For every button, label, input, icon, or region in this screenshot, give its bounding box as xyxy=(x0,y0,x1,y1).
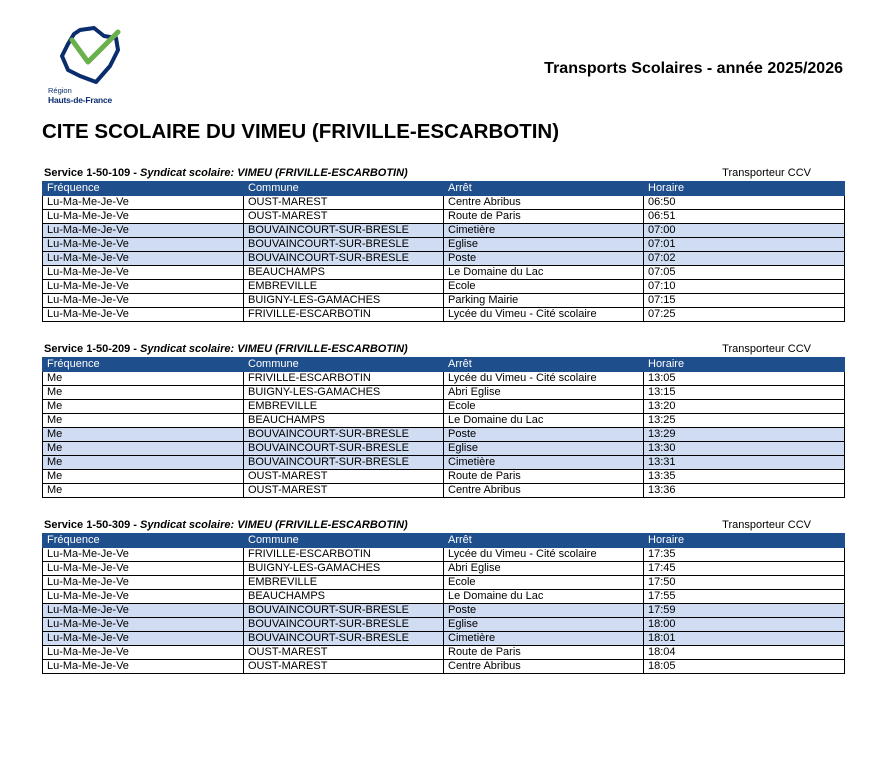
cell-arret: Le Domaine du Lac xyxy=(444,590,644,604)
cell-arret: Lycée du Vimeu - Cité scolaire xyxy=(444,308,644,322)
cell-frequence: Me xyxy=(43,470,244,484)
cell-arret: Ecole xyxy=(444,280,644,294)
cell-commune: BUIGNY-LES-GAMACHES xyxy=(244,562,444,576)
cell-frequence: Me xyxy=(43,428,244,442)
schedule-table xyxy=(42,533,845,674)
cell-frequence: Lu-Ma-Me-Je-Ve xyxy=(43,562,244,576)
cell-frequence: Me xyxy=(43,442,244,456)
table-row xyxy=(43,576,845,590)
cell-horaire: 13:29 xyxy=(644,428,845,442)
cell-commune: BOUVAINCOURT-SUR-BRESLE xyxy=(244,456,444,470)
service-block xyxy=(42,518,844,674)
cell-arret: Cimetière xyxy=(444,632,644,646)
cell-commune: FRIVILLE-ESCARBOTIN xyxy=(244,372,444,386)
cell-horaire: 07:05 xyxy=(644,266,845,280)
cell-arret: Poste xyxy=(444,252,644,266)
service-code: Service 1-50-309 - xyxy=(44,519,137,531)
service-title xyxy=(44,167,408,179)
service-carrier: Transporteur CCV xyxy=(722,167,811,179)
cell-arret: Cimetière xyxy=(444,224,644,238)
cell-commune: OUST-MAREST xyxy=(244,196,444,210)
cell-horaire: 07:00 xyxy=(644,224,845,238)
column-header-arret: Arrêt xyxy=(444,358,644,372)
cell-frequence: Me xyxy=(43,456,244,470)
cell-arret: Centre Abribus xyxy=(444,484,644,498)
service-block xyxy=(42,342,844,498)
cell-commune: FRIVILLE-ESCARBOTIN xyxy=(244,308,444,322)
cell-horaire: 18:00 xyxy=(644,618,845,632)
cell-horaire: 06:51 xyxy=(644,210,845,224)
table-header-row xyxy=(43,534,845,548)
table-row xyxy=(43,548,845,562)
cell-frequence: Lu-Ma-Me-Je-Ve xyxy=(43,646,244,660)
cell-horaire: 07:02 xyxy=(644,252,845,266)
logo-line-1: Région xyxy=(48,86,72,95)
column-header-commune: Commune xyxy=(244,358,444,372)
cell-horaire: 17:55 xyxy=(644,590,845,604)
cell-frequence: Lu-Ma-Me-Je-Ve xyxy=(43,660,244,674)
cell-commune: BOUVAINCOURT-SUR-BRESLE xyxy=(244,618,444,632)
cell-arret: Cimetière xyxy=(444,456,644,470)
cell-frequence: Lu-Ma-Me-Je-Ve xyxy=(43,238,244,252)
cell-frequence: Me xyxy=(43,372,244,386)
cell-frequence: Me xyxy=(43,414,244,428)
table-row xyxy=(43,238,845,252)
cell-commune: BEAUCHAMPS xyxy=(244,590,444,604)
table-row xyxy=(43,562,845,576)
cell-frequence: Lu-Ma-Me-Je-Ve xyxy=(43,280,244,294)
cell-commune: BUIGNY-LES-GAMACHES xyxy=(244,386,444,400)
table-row xyxy=(43,372,845,386)
cell-arret: Eglise xyxy=(444,618,644,632)
cell-frequence: Lu-Ma-Me-Je-Ve xyxy=(43,576,244,590)
service-title xyxy=(44,519,408,531)
service-carrier: Transporteur CCV xyxy=(722,343,811,355)
table-row xyxy=(43,294,845,308)
column-header-frequence: Fréquence xyxy=(43,182,244,196)
cell-commune: EMBREVILLE xyxy=(244,400,444,414)
cell-commune: BOUVAINCOURT-SUR-BRESLE xyxy=(244,252,444,266)
page-title: CITE SCOLAIRE DU VIMEU (FRIVILLE-ESCARBOTIN) xyxy=(42,120,560,143)
service-header xyxy=(42,518,844,533)
table-row xyxy=(43,604,845,618)
hauts-de-france-map-icon xyxy=(58,26,124,86)
table-row xyxy=(43,660,845,674)
service-code: Service 1-50-209 - xyxy=(44,343,137,355)
table-row xyxy=(43,266,845,280)
service-code: Service 1-50-109 - xyxy=(44,167,137,179)
table-row xyxy=(43,442,845,456)
cell-commune: OUST-MAREST xyxy=(244,646,444,660)
cell-arret: Abri Eglise xyxy=(444,562,644,576)
schedule-table xyxy=(42,181,845,322)
cell-arret: Parking Mairie xyxy=(444,294,644,308)
cell-frequence: Lu-Ma-Me-Je-Ve xyxy=(43,604,244,618)
cell-horaire: 13:31 xyxy=(644,456,845,470)
table-row xyxy=(43,428,845,442)
cell-commune: BEAUCHAMPS xyxy=(244,414,444,428)
cell-horaire: 18:05 xyxy=(644,660,845,674)
column-header-arret: Arrêt xyxy=(444,182,644,196)
service-carrier: Transporteur CCV xyxy=(722,519,811,531)
service-syndicat: Syndicat scolaire: VIMEU (FRIVILLE-ESCARBOTIN) xyxy=(140,343,408,355)
column-header-horaire: Horaire xyxy=(644,182,845,196)
cell-commune: FRIVILLE-ESCARBOTIN xyxy=(244,548,444,562)
cell-arret: Ecole xyxy=(444,576,644,590)
service-syndicat: Syndicat scolaire: VIMEU (FRIVILLE-ESCARBOTIN) xyxy=(140,519,408,531)
cell-commune: BOUVAINCOURT-SUR-BRESLE xyxy=(244,224,444,238)
column-header-horaire: Horaire xyxy=(644,534,845,548)
table-row xyxy=(43,470,845,484)
table-row xyxy=(43,632,845,646)
cell-arret: Le Domaine du Lac xyxy=(444,414,644,428)
cell-horaire: 07:01 xyxy=(644,238,845,252)
cell-commune: BOUVAINCOURT-SUR-BRESLE xyxy=(244,428,444,442)
cell-frequence: Me xyxy=(43,386,244,400)
table-row xyxy=(43,280,845,294)
cell-commune: BEAUCHAMPS xyxy=(244,266,444,280)
cell-horaire: 07:15 xyxy=(644,294,845,308)
cell-arret: Centre Abribus xyxy=(444,196,644,210)
cell-frequence: Lu-Ma-Me-Je-Ve xyxy=(43,266,244,280)
cell-arret: Route de Paris xyxy=(444,470,644,484)
cell-horaire: 06:50 xyxy=(644,196,845,210)
cell-arret: Lycée du Vimeu - Cité scolaire xyxy=(444,372,644,386)
cell-commune: OUST-MAREST xyxy=(244,660,444,674)
cell-horaire: 07:25 xyxy=(644,308,845,322)
cell-frequence: Me xyxy=(43,484,244,498)
cell-horaire: 13:35 xyxy=(644,470,845,484)
table-row xyxy=(43,196,845,210)
table-row xyxy=(43,456,845,470)
column-header-frequence: Fréquence xyxy=(43,358,244,372)
cell-commune: OUST-MAREST xyxy=(244,210,444,224)
table-row xyxy=(43,386,845,400)
table-row xyxy=(43,414,845,428)
cell-arret: Poste xyxy=(444,604,644,618)
cell-horaire: 13:30 xyxy=(644,442,845,456)
cell-commune: OUST-MAREST xyxy=(244,484,444,498)
service-header xyxy=(42,166,844,181)
table-row xyxy=(43,210,845,224)
cell-horaire: 13:20 xyxy=(644,400,845,414)
table-row xyxy=(43,618,845,632)
cell-horaire: 18:04 xyxy=(644,646,845,660)
cell-commune: BOUVAINCOURT-SUR-BRESLE xyxy=(244,238,444,252)
cell-arret: Eglise xyxy=(444,442,644,456)
cell-horaire: 13:15 xyxy=(644,386,845,400)
cell-horaire: 17:35 xyxy=(644,548,845,562)
service-block xyxy=(42,166,844,322)
region-logo xyxy=(46,26,136,110)
cell-arret: Poste xyxy=(444,428,644,442)
cell-horaire: 17:45 xyxy=(644,562,845,576)
table-row xyxy=(43,308,845,322)
table-row xyxy=(43,590,845,604)
cell-commune: EMBREVILLE xyxy=(244,280,444,294)
cell-horaire: 13:05 xyxy=(644,372,845,386)
cell-horaire: 18:01 xyxy=(644,632,845,646)
cell-frequence: Lu-Ma-Me-Je-Ve xyxy=(43,548,244,562)
cell-arret: Ecole xyxy=(444,400,644,414)
cell-frequence: Lu-Ma-Me-Je-Ve xyxy=(43,308,244,322)
cell-commune: BOUVAINCOURT-SUR-BRESLE xyxy=(244,604,444,618)
table-row xyxy=(43,400,845,414)
table-row xyxy=(43,646,845,660)
service-header xyxy=(42,342,844,357)
cell-commune: BOUVAINCOURT-SUR-BRESLE xyxy=(244,632,444,646)
document-header: Transports Scolaires - année 2025/2026 xyxy=(544,60,843,77)
cell-commune: OUST-MAREST xyxy=(244,470,444,484)
cell-frequence: Lu-Ma-Me-Je-Ve xyxy=(43,252,244,266)
table-row xyxy=(43,484,845,498)
cell-arret: Route de Paris xyxy=(444,210,644,224)
table-header-row xyxy=(43,182,845,196)
cell-horaire: 07:10 xyxy=(644,280,845,294)
cell-arret: Le Domaine du Lac xyxy=(444,266,644,280)
cell-horaire: 17:59 xyxy=(644,604,845,618)
cell-commune: EMBREVILLE xyxy=(244,576,444,590)
cell-frequence: Lu-Ma-Me-Je-Ve xyxy=(43,294,244,308)
cell-horaire: 17:50 xyxy=(644,576,845,590)
cell-frequence: Lu-Ma-Me-Je-Ve xyxy=(43,210,244,224)
cell-arret: Centre Abribus xyxy=(444,660,644,674)
cell-frequence: Lu-Ma-Me-Je-Ve xyxy=(43,590,244,604)
column-header-commune: Commune xyxy=(244,534,444,548)
cell-frequence: Lu-Ma-Me-Je-Ve xyxy=(43,224,244,238)
table-row xyxy=(43,224,845,238)
logo-line-2: Hauts-de-France xyxy=(48,95,113,105)
service-syndicat: Syndicat scolaire: VIMEU (FRIVILLE-ESCARBOTIN) xyxy=(140,167,408,179)
schedule-table xyxy=(42,357,845,498)
column-header-horaire: Horaire xyxy=(644,358,845,372)
table-header-row xyxy=(43,358,845,372)
cell-commune: BUIGNY-LES-GAMACHES xyxy=(244,294,444,308)
cell-arret: Eglise xyxy=(444,238,644,252)
column-header-frequence: Fréquence xyxy=(43,534,244,548)
cell-arret: Lycée du Vimeu - Cité scolaire xyxy=(444,548,644,562)
cell-arret: Abri Eglise xyxy=(444,386,644,400)
cell-frequence: Lu-Ma-Me-Je-Ve xyxy=(43,196,244,210)
cell-frequence: Lu-Ma-Me-Je-Ve xyxy=(43,632,244,646)
cell-horaire: 13:36 xyxy=(644,484,845,498)
column-header-arret: Arrêt xyxy=(444,534,644,548)
cell-frequence: Lu-Ma-Me-Je-Ve xyxy=(43,618,244,632)
column-header-commune: Commune xyxy=(244,182,444,196)
cell-frequence: Me xyxy=(43,400,244,414)
cell-horaire: 13:25 xyxy=(644,414,845,428)
cell-commune: BOUVAINCOURT-SUR-BRESLE xyxy=(244,442,444,456)
service-title xyxy=(44,343,408,355)
cell-arret: Route de Paris xyxy=(444,646,644,660)
table-row xyxy=(43,252,845,266)
